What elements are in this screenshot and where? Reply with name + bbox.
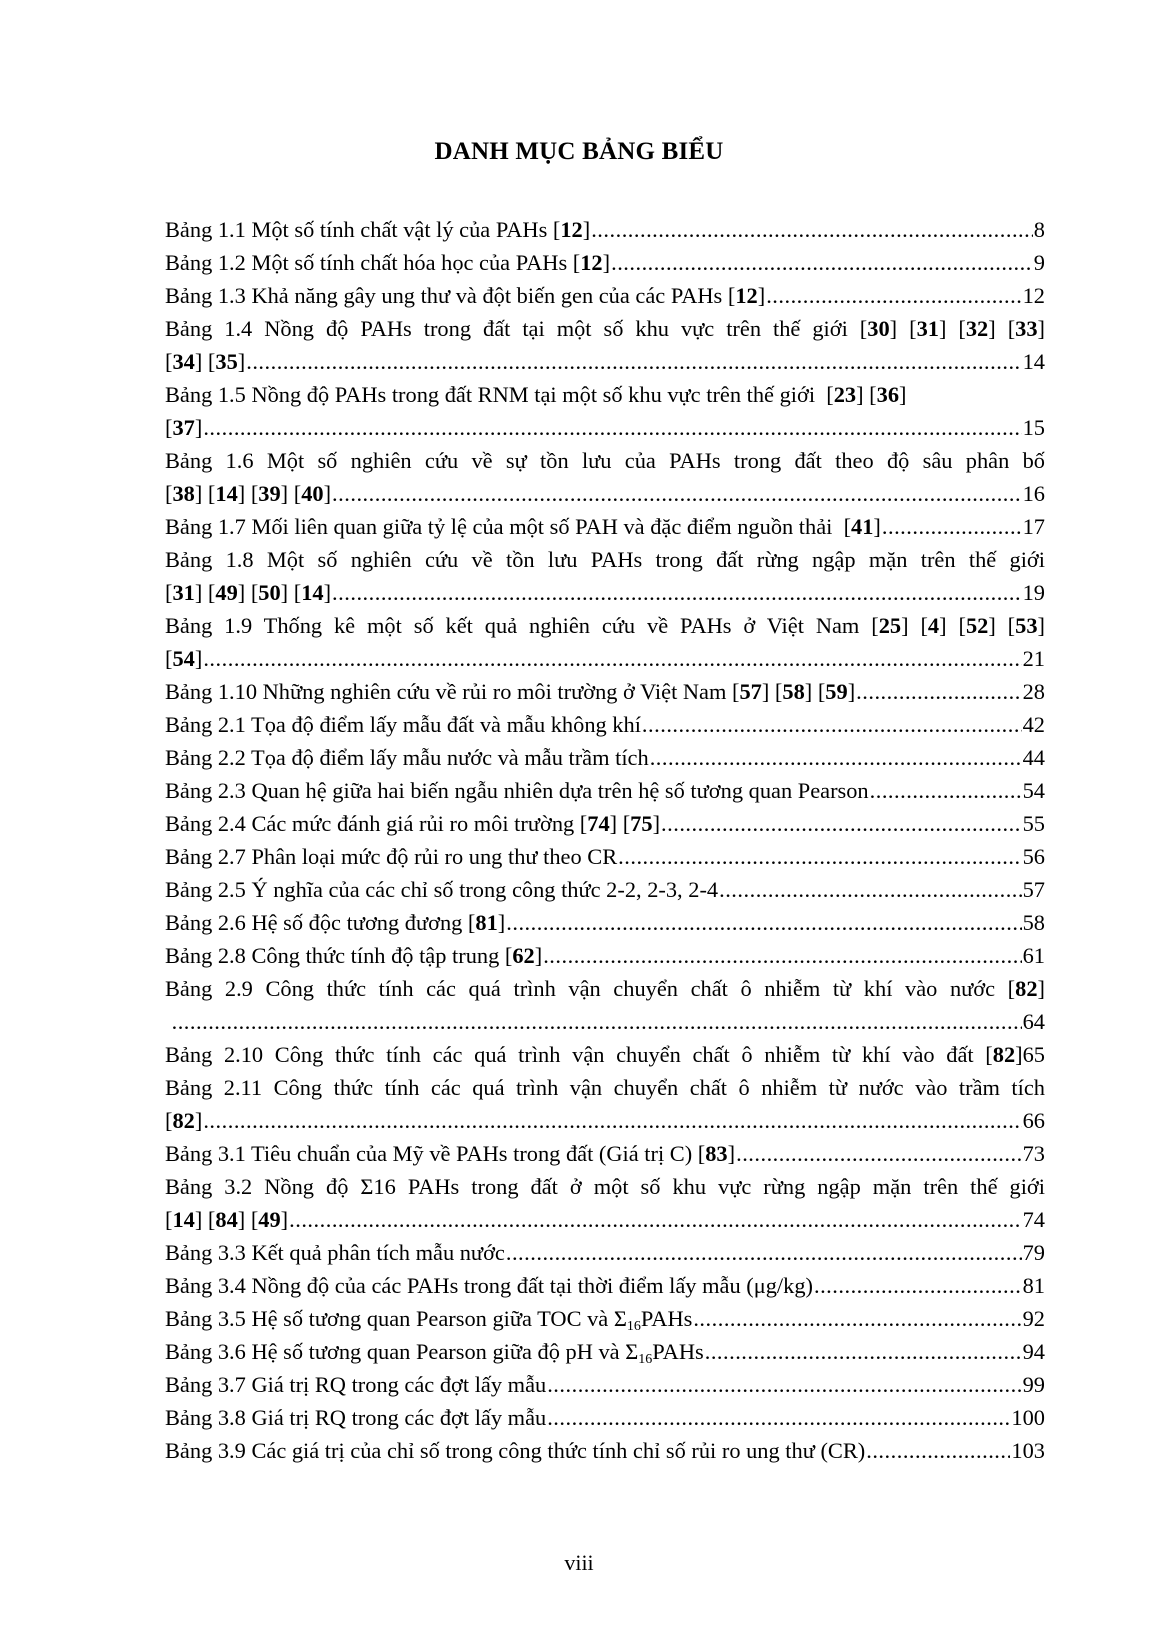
toc-entry[interactable]: [165, 807, 1045, 840]
toc-entry-continuation[interactable]: [165, 576, 1045, 609]
toc-entry-label: Bảng 3.8 Giá trị RQ trong các đợt lấy mẫu: [165, 1405, 547, 1430]
toc-page-number: 17: [1022, 514, 1045, 539]
toc-page-number: 65: [1022, 1042, 1045, 1067]
toc-entry-continuation[interactable]: [165, 411, 1045, 444]
toc-entry-label: Bảng 3.9 Các giá trị của chỉ số trong công thức tính chỉ số rủi ro ung thư (CR): [165, 1438, 866, 1463]
toc-entry-label: Bảng 3.6 Hệ số tương quan Pearson giữa độ pH và $\Sigma_{16}PAHs$: [165, 1339, 704, 1367]
leader-dots: [866, 1434, 1010, 1467]
leader-dots: [547, 1368, 1021, 1401]
toc-entry[interactable]: [165, 774, 1045, 807]
leader-dots: [719, 873, 1022, 906]
leader-dots: [642, 708, 1022, 741]
toc-entry-label: [37]: [165, 415, 203, 440]
toc-entry-label: Bảng 1.7 Mối liên quan giữa tỷ lệ của một số PAH và đặc điểm nguồn thải [41]: [165, 514, 881, 539]
leader-dots: [506, 1236, 1022, 1269]
toc-page-number: 99: [1022, 1372, 1045, 1397]
toc-entry-label: Bảng 3.2 Nồng độ Σ16 PAHs trong đất ở một số khu vực rừng ngập mặn trên thế giới: [165, 1174, 1045, 1199]
toc-entry[interactable]: [165, 543, 1045, 576]
leader-dots: [856, 675, 1021, 708]
leader-dots: [693, 1302, 1021, 1335]
leader-dots: [203, 1104, 1021, 1137]
toc-entry[interactable]: [165, 312, 1045, 345]
leader-dots: [203, 642, 1021, 675]
toc-entry-label: [31] [49] [50] [14]: [165, 580, 332, 605]
page-title: DANH MỤC BẢNG BIỂU: [434, 138, 724, 165]
toc-entry[interactable]: [165, 1137, 1045, 1170]
toc-entry-label: Bảng 2.11 Công thức tính các quá trình vận chuyển chất ô nhiễm từ nước vào trầm tích: [165, 1075, 1045, 1100]
leader-dots: [332, 576, 1022, 609]
leader-dots: [736, 1137, 1022, 1170]
toc-page-number: 66: [1022, 1108, 1045, 1133]
leader-dots: [650, 741, 1022, 774]
leader-dots: [506, 906, 1021, 939]
toc-page-number: 73: [1022, 1141, 1045, 1166]
toc-entry-label: Bảng 2.1 Tọa độ điểm lấy mẫu đất và mẫu không khí: [165, 712, 641, 737]
leader-dots: [172, 1005, 1022, 1038]
toc-page-number: 74: [1022, 1207, 1045, 1232]
toc-entry[interactable]: [165, 741, 1045, 774]
toc-entry-label: Bảng 2.5 Ý nghĩa của các chỉ số trong công thức 2-2, 2-3, 2-4: [165, 877, 719, 902]
toc-page-number: 14: [1022, 349, 1045, 374]
toc-entry-continuation[interactable]: [165, 345, 1045, 378]
leader-dots: [661, 807, 1022, 840]
toc-entry-label: Bảng 3.5 Hệ số tương quan Pearson giữa TOC và $\Sigma_{16}PAHs$: [165, 1306, 693, 1334]
toc-entry[interactable]: [165, 906, 1045, 939]
toc-entry[interactable]: [165, 1071, 1045, 1104]
leader-dots: [618, 840, 1021, 873]
toc-entry[interactable]: [165, 1038, 1045, 1071]
toc-entry-label: Bảng 3.3 Kết quả phân tích mẫu nước: [165, 1240, 505, 1265]
toc-entry[interactable]: [165, 1368, 1045, 1401]
toc-entry-continuation[interactable]: [165, 642, 1045, 675]
leader-dots: [611, 246, 1033, 279]
toc-page-number: 57: [1022, 877, 1045, 902]
toc-entry-label: Bảng 2.2 Tọa độ điểm lấy mẫu nước và mẫu trầm tích: [165, 745, 649, 770]
toc-page-number: 103: [1011, 1438, 1045, 1463]
toc-page-number: 16: [1022, 481, 1045, 506]
toc-page-number: 100: [1011, 1405, 1045, 1430]
toc-entry-label: Bảng 1.3 Khả năng gây ung thư và đột biến gen của các PAHs [12]: [165, 283, 766, 308]
toc-page-number: 9: [1033, 250, 1045, 275]
toc-entry-label: [82]: [165, 1108, 203, 1133]
toc-entry-label: [165, 1005, 171, 1038]
leader-dots: [203, 411, 1021, 444]
toc-entry-label: [38] [14] [39] [40]: [165, 481, 332, 506]
leader-dots: [289, 1203, 1021, 1236]
toc-entry-label: Bảng 2.9 Công thức tính các quá trình vận chuyển chất ô nhiễm từ khí vào nước [82]: [165, 976, 1045, 1001]
toc-entry[interactable]: [165, 840, 1045, 873]
toc-entry-label: Bảng 2.8 Công thức tính độ tập trung [62]: [165, 943, 543, 968]
toc-entry[interactable]: [165, 1335, 1045, 1368]
toc-page-number: 58: [1022, 910, 1045, 935]
toc-entry[interactable]: [165, 213, 1045, 246]
table-of-contents: [165, 213, 1045, 1467]
toc-entry[interactable]: [165, 444, 1045, 477]
toc-entry-continuation[interactable]: [165, 1203, 1045, 1236]
toc-page-number: 64: [1022, 1009, 1045, 1034]
toc-page-number: 28: [1022, 679, 1045, 704]
toc-page-number: 92: [1022, 1306, 1045, 1331]
toc-entry-label: Bảng 1.1 Một số tính chất vật lý của PAHs [12]: [165, 217, 591, 242]
toc-entry-label: Bảng 1.10 Những nghiên cứu về rủi ro môi trường ở Việt Nam [57] [58] [59]: [165, 679, 856, 704]
toc-entry[interactable]: [165, 1170, 1045, 1203]
toc-page-number: 54: [1022, 778, 1045, 803]
toc-page-number: 19: [1022, 580, 1045, 605]
toc-entry-label: Bảng 3.4 Nồng độ của các PAHs trong đất tại thời điểm lấy mẫu (μg/kg): [165, 1273, 813, 1298]
toc-entry-label: [34] [35]: [165, 349, 246, 374]
toc-page-number: 15: [1022, 415, 1045, 440]
toc-entry[interactable]: [165, 972, 1045, 1005]
leader-dots: [591, 213, 1033, 246]
toc-entry-label: Bảng 2.6 Hệ số độc tương đương [81]: [165, 910, 506, 935]
toc-entry-label: Bảng 3.1 Tiêu chuẩn của Mỹ về PAHs trong đất (Giá trị C) [83]: [165, 1141, 736, 1166]
toc-entry-continuation[interactable]: [165, 1104, 1045, 1137]
toc-page-number: 12: [1022, 283, 1045, 308]
toc-entry[interactable]: [165, 1401, 1045, 1434]
toc-entry-label: Bảng 2.4 Các mức đánh giá rủi ro môi trường [74] [75]: [165, 811, 661, 836]
toc-page-number: 8: [1033, 217, 1045, 242]
toc-entry[interactable]: [165, 675, 1045, 708]
toc-entry[interactable]: [165, 510, 1045, 543]
toc-page-number: 44: [1022, 745, 1045, 770]
toc-entry-label: Bảng 1.6 Một số nghiên cứu về sự tồn lưu của PAHs trong đất theo độ sâu phân bố: [165, 448, 1045, 473]
leader-dots: [870, 774, 1022, 807]
leader-dots: [705, 1335, 1022, 1368]
toc-page-number: 21: [1022, 646, 1045, 671]
leader-dots: [543, 939, 1021, 972]
toc-page-number: 79: [1022, 1240, 1045, 1265]
toc-entry-label: [14] [84] [49]: [165, 1207, 289, 1232]
toc-entry[interactable]: [165, 1236, 1045, 1269]
toc-entry-label: Bảng 1.9 Thống kê một số kết quả nghiên cứu về PAHs ở Việt Nam [25] [4] [52] [53]: [165, 613, 1045, 638]
toc-entry-label: Bảng 1.8 Một số nghiên cứu về tồn lưu PAHs trong đất rừng ngập mặn trên thế giới: [165, 547, 1045, 572]
toc-entry[interactable]: [165, 279, 1045, 312]
toc-entry[interactable]: [165, 708, 1045, 741]
toc-entry-continuation[interactable]: [165, 477, 1045, 510]
leader-dots: [882, 510, 1022, 543]
page-number-footer: viii: [564, 1550, 594, 1575]
toc-entry[interactable]: [165, 873, 1045, 906]
leader-dots: [246, 345, 1021, 378]
toc-page-number: 55: [1022, 811, 1045, 836]
toc-entry[interactable]: [165, 378, 1045, 411]
toc-entry[interactable]: [165, 1434, 1045, 1467]
toc-entry[interactable]: [165, 609, 1045, 642]
toc-entry-label: Bảng 2.10 Công thức tính các quá trình vận chuyển chất ô nhiễm từ khí vào đất [82]: [165, 1042, 1023, 1067]
toc-page-number: 42: [1022, 712, 1045, 737]
leader-dots: [814, 1269, 1022, 1302]
toc-entry-label: Bảng 1.4 Nồng độ PAHs trong đất tại một số khu vực trên thế giới [30] [31] [32] [33]: [165, 316, 1046, 341]
toc-entry[interactable]: [165, 246, 1045, 279]
toc-entry-label: Bảng 1.5 Nồng độ PAHs trong đất RNM tại một số khu vực trên thế giới [23] [36]: [165, 382, 907, 407]
toc-entry-label: Bảng 2.7 Phân loại mức độ rủi ro ung thư theo CR: [165, 844, 618, 869]
toc-page-number: 94: [1022, 1339, 1045, 1364]
toc-entry[interactable]: [165, 1302, 1045, 1335]
leader-dots: [332, 477, 1022, 510]
toc-entry-label: [54]: [165, 646, 203, 671]
toc-page-number: 61: [1022, 943, 1045, 968]
leader-dots: [766, 279, 1021, 312]
toc-entry-label: Bảng 1.2 Một số tính chất hóa học của PAHs [12]: [165, 250, 611, 275]
toc-entry-label: Bảng 2.3 Quan hệ giữa hai biến ngẫu nhiên dựa trên hệ số tương quan Pearson: [165, 778, 869, 803]
toc-entry-label: Bảng 3.7 Giá trị RQ trong các đợt lấy mẫu: [165, 1372, 547, 1397]
leader-dots: [547, 1401, 1010, 1434]
toc-entry[interactable]: [165, 939, 1045, 972]
toc-page-number: 56: [1022, 844, 1045, 869]
toc-entry-continuation[interactable]: [165, 1005, 1045, 1038]
toc-page-number: 81: [1022, 1273, 1045, 1298]
toc-entry[interactable]: [165, 1269, 1045, 1302]
